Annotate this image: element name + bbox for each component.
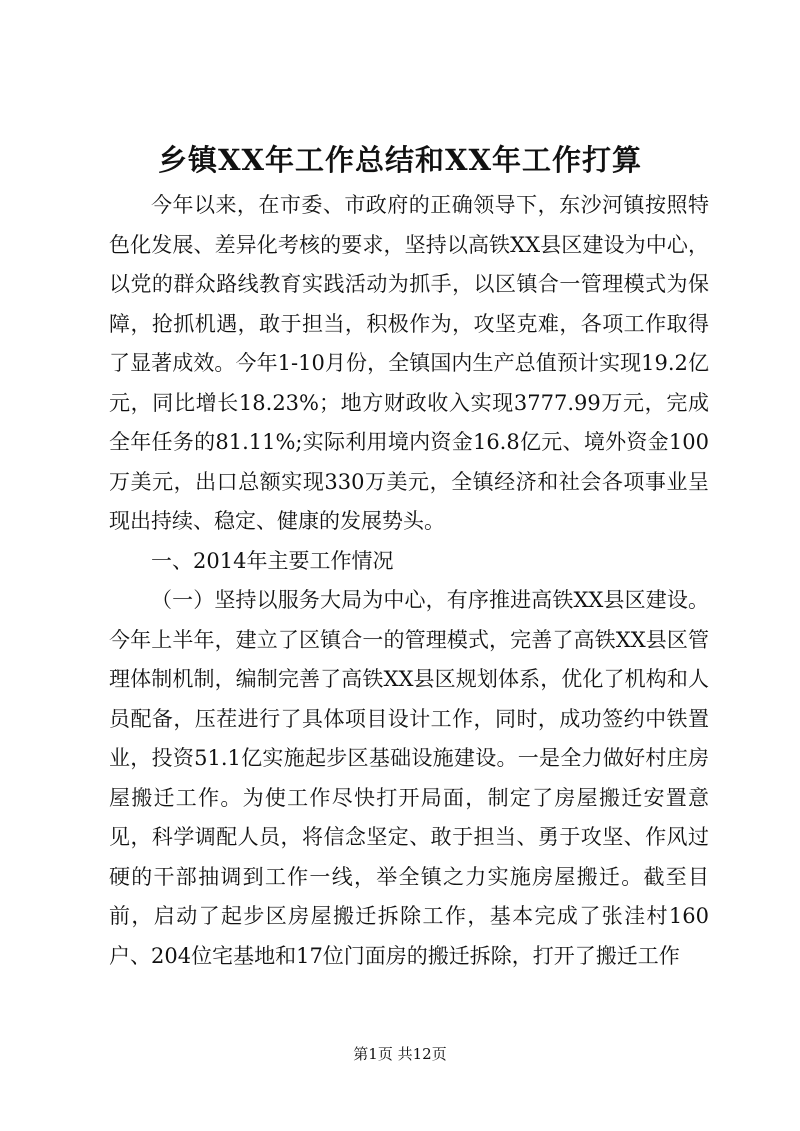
paragraph-section-1-1: （一）坚持以服务大局为中心，有序推进高铁XX县区建设。今年上半年，建立了区镇合一的管理模式，完善了高铁XX县区管理体制机制，编制完善了高铁XX县区规划体系，优化了机构和人员配备，压茬进行了具体项目设计工作，同时，成功签约中铁置业，投资51.1亿实施起步区基础设施建设。一是全力做好村庄房屋搬迁工作。为使工作尽快打开局面，制定了房屋搬迁安置意见，科学调配人员，将信念坚定、敢于担当、勇于攻坚、作风过硬的干部抽调到工作一线，举全镇之力实施房屋搬迁。截至目前，启动了起步区房屋搬迁拆除工作，基本完成了张洼村160户、204位宅基地和17位门面房的搬迁拆除，打开了搬迁工作 [109, 588, 709, 968]
document-title: 乡镇XX年工作总结和XX年工作打算 [157, 143, 642, 177]
paragraph-intro: 今年以来，在市委、市政府的正确领导下，东沙河镇按照特色化发展、差异化考核的要求，坚持以高铁XX县区建设为中心，以党的群众路线教育实践活动为抓手，以区镇合一管理模式为保障，抢抓机遇，敢于担当，积极作为，攻坚克难，各项工作取得了显著成效。今年1-10月份，全镇国内生产总值预计实现19.2亿元，同比增长18.23%；地方财政收入实现3777.99万元，完成全年任务的81.11%;实际利用境内资金16.8亿元、境外资金100万美元，出口总额实现330万美元，全镇经济和社会各项事业呈现出持续、稳定、健康的发展势头。 [109, 193, 709, 533]
document-body [109, 186, 709, 976]
page-footer: 第1页 共12页 [353, 1045, 447, 1063]
section-heading-1: 一、2014年主要工作情况 [151, 548, 394, 573]
